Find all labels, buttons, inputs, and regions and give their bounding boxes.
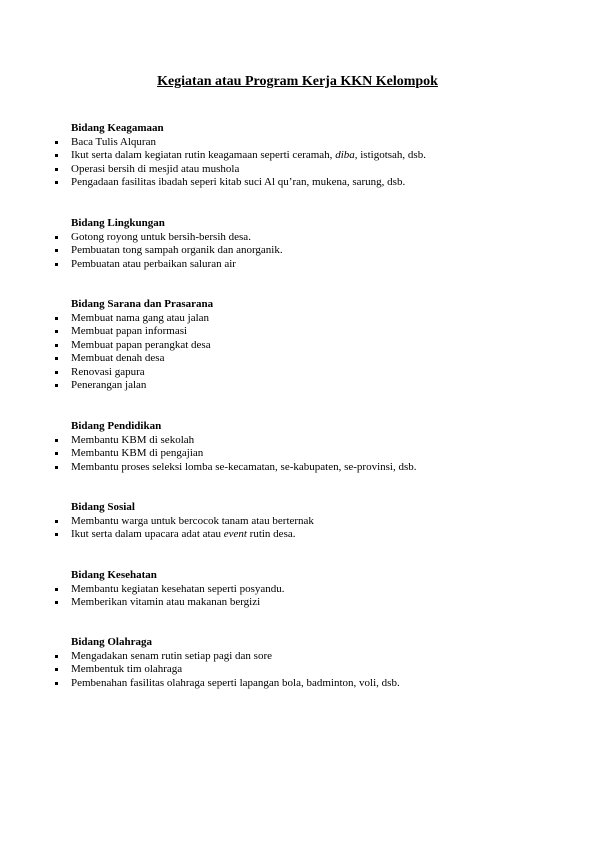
square-bullet-icon <box>55 682 58 685</box>
square-bullet-icon <box>55 371 58 374</box>
list-item-text <box>71 596 260 610</box>
text-run: Membuat nama gang atau jalan <box>71 311 210 324</box>
square-bullet-icon <box>55 330 58 333</box>
text-run: Gotong royong untuk bersih-bersih desa. <box>71 230 251 243</box>
list-item-text <box>71 339 211 353</box>
list-item-text <box>71 312 209 326</box>
square-bullet-icon <box>55 249 58 252</box>
text-run: Memberikan vitamin atau makanan bergizi <box>71 596 261 608</box>
square-bullet-icon <box>55 466 58 469</box>
square-bullet-icon <box>55 384 58 387</box>
text-run: Penerangan jalan <box>71 379 147 391</box>
list-item-text <box>71 244 283 258</box>
text-run: Membuat papan perangkat desa <box>71 338 211 351</box>
text-run: , istigotsah, dsb. <box>354 149 426 161</box>
list-item-text <box>71 325 187 339</box>
list-item-text <box>71 163 239 177</box>
italic-text: diba <box>335 149 355 161</box>
square-bullet-icon <box>55 601 58 604</box>
list-item-text <box>71 447 203 461</box>
square-bullet-icon <box>55 668 58 671</box>
square-bullet-icon <box>55 154 58 157</box>
square-bullet-icon <box>55 236 58 239</box>
section-heading: Bidang Pendidikan <box>71 420 162 432</box>
list-item-text <box>71 663 182 677</box>
square-bullet-icon <box>55 168 58 171</box>
square-bullet-icon <box>55 317 58 320</box>
square-bullet-icon <box>55 181 58 184</box>
square-bullet-icon <box>55 344 58 347</box>
text-run: rutin desa. <box>246 528 296 540</box>
text-run: Operasi bersih di mesjid atau mushola <box>71 162 240 175</box>
list-item-text <box>71 231 251 245</box>
text-run: Pembuatan atau perbaikan saluran air <box>71 257 236 270</box>
text-run: Mengadakan senam rutin setiap pagi dan sore <box>71 649 272 662</box>
text-run: Membantu KBM di sekolah <box>71 433 195 446</box>
list-item-text <box>71 176 405 190</box>
text-run: Membantu proses seleksi lomba se-kecamatan, se-kabupaten, se-provinsi, dsb. <box>71 460 417 473</box>
text-run: Membentuk tim olahraga <box>71 663 183 675</box>
square-bullet-icon <box>55 452 58 455</box>
text-run: Membantu warga untuk bercocok tanam atau berternak <box>71 514 314 527</box>
text-run: Baca Tulis Alquran <box>71 135 156 148</box>
list-item-text <box>71 677 400 691</box>
text-run: Membantu kegiatan kesehatan seperti posyandu. <box>71 582 285 595</box>
section-heading: Bidang Sosial <box>71 501 135 513</box>
list-item-text <box>71 528 295 542</box>
list-item-text <box>71 352 164 366</box>
text-run: Pembenahan fasilitas olahraga seperti lapangan bola, badminton, voli, dsb. <box>71 676 400 689</box>
list-item-text <box>71 515 314 529</box>
list-item-text <box>71 136 156 150</box>
square-bullet-icon <box>55 357 58 360</box>
text-run: Ikut serta dalam upacara adat atau <box>71 528 224 540</box>
square-bullet-icon <box>55 520 58 523</box>
text-run: Pengadaan fasilitas ibadah seperi kitab suci Al qu’ran, mukena, sarung, dsb. <box>71 176 406 188</box>
italic-text: event <box>223 528 247 540</box>
square-bullet-icon <box>55 263 58 266</box>
text-run: Membuat papan informasi <box>71 325 188 337</box>
section-heading: Bidang Keagamaan <box>71 122 164 134</box>
list-item-text <box>71 461 417 475</box>
section-heading: Bidang Kesehatan <box>71 569 157 581</box>
section-heading: Bidang Lingkungan <box>71 217 165 229</box>
text-run: Membantu KBM di pengajian <box>71 447 204 459</box>
square-bullet-icon <box>55 655 58 658</box>
list-item-text <box>71 379 146 393</box>
text-run: Renovasi gapura <box>71 365 145 378</box>
list-item-text <box>71 650 272 664</box>
text-run: Ikut serta dalam kegiatan rutin keagamaan seperti ceramah, <box>71 149 336 161</box>
square-bullet-icon <box>55 588 58 591</box>
document-title: Kegiatan atau Program Kerja KKN Kelompok <box>157 74 438 89</box>
square-bullet-icon <box>55 141 58 144</box>
text-run: Pembuatan tong sampah organik dan anorganik. <box>71 244 283 256</box>
square-bullet-icon <box>55 533 58 536</box>
section-heading: Bidang Sarana dan Prasarana <box>71 298 214 310</box>
list-item-text <box>71 434 194 448</box>
list-item-text <box>71 149 426 163</box>
list-item-text <box>71 366 145 380</box>
list-item-text <box>71 258 236 272</box>
section-heading: Bidang Olahraga <box>71 636 152 648</box>
list-item-text <box>71 583 285 597</box>
text-run: Membuat denah desa <box>71 352 165 364</box>
square-bullet-icon <box>55 439 58 442</box>
